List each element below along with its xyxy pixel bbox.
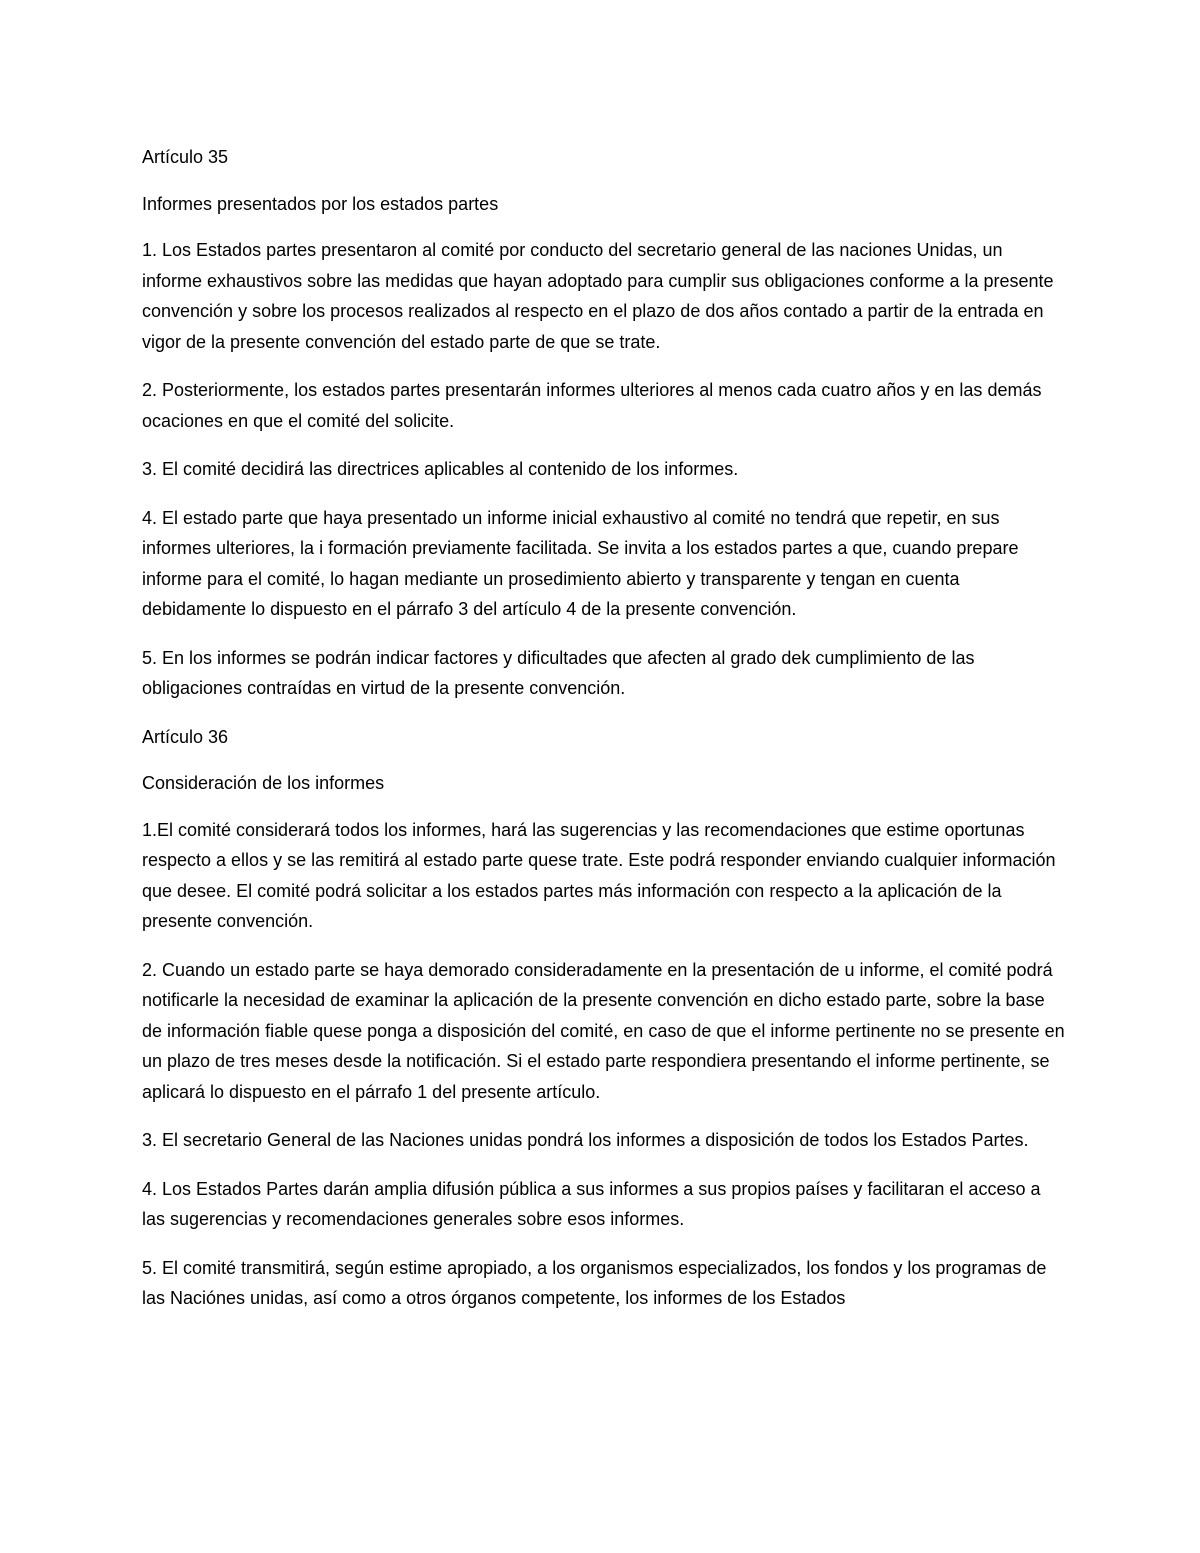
article-35-title: Artículo 35 bbox=[142, 147, 229, 167]
article-36-paragraph-4: 4. Los Estados Partes darán amplia difusión pública a sus informes a sus propios países y facilitaran el acceso a las sugerencias y recomendaciones generales sobre esos informes. bbox=[142, 1178, 1041, 1229]
article-35-paragraph-3: 3. El comité decidirá las directrices aplicables al contenido de los informes. bbox=[142, 459, 739, 479]
article-36-paragraph-2: 2. Cuando un estado parte se haya demorado consideradamente en la presentación de u informe, el comité podrá notificarle la necesidad de examinar la aplicación de la presente convención en dicho estado parte, sobre la base de información fiable quese ponga a disposición del comité, en caso de que el informe pertinente no se presente en un plazo de tres meses desde la notificación. Si el estado parte respondiera presentando el informe pertinente, se aplicará lo dispuesto en el párrafo 1 del presente artículo. bbox=[142, 959, 1065, 1102]
article-36-subtitle: Consideración de los informes bbox=[142, 773, 385, 793]
article-36-paragraph-1: 1.El comité considerará todos los informes, hará las sugerencias y las recomendaciones que estime oportunas respecto a ellos y se las remitirá al estado parte quese trate. Este podrá responder enviando cualquier información que desee. El comité podrá solicitar a los estados partes más información con respecto a la aplicación de la presente convención. bbox=[142, 819, 1056, 931]
article-36-title: Artículo 36 bbox=[142, 726, 229, 747]
article-35-subtitle: Informes presentados por los estados partes bbox=[142, 193, 499, 214]
article-35-paragraph-4: 4. El estado parte que haya presentado un informe inicial exhaustivo al comité no tendrá que repetir, en sus informes ulteriores, la i formación previamente facilitada. Se invita a los estados partes a que, cuando prepare informe para el comité, lo hagan mediante un prosedimiento abierto y transparente y tengan en cuenta debidamente lo dispuesto en el párrafo 3 del artículo 4 de la presente convención. bbox=[142, 507, 1019, 619]
article-35-paragraph-2: 2. Posteriormente, los estados partes presentarán informes ulteriores al menos cada cuatro años y en las demás ocaciones en que el comité del solicite. bbox=[142, 380, 1042, 431]
article-35-paragraph-5: 5. En los informes se podrán indicar factores y dificultades que afecten al grado dek cumplimiento de las obligaciones contraídas en virtud de la presente convención. bbox=[142, 647, 975, 698]
article-35-paragraph-1: 1. Los Estados partes presentaron al comité por conducto del secretario general de las naciones Unidas, un informe exhaustivos sobre las medidas que hayan adoptado para cumplir sus obligaciones conforme a la presente convención y sobre los procesos realizados al respecto en el plazo de dos años contado a partir de la entrada en vigor de la presente convención del estado parte de que se trate. bbox=[142, 240, 1054, 352]
article-36-paragraph-3: 3. El secretario General de las Naciones unidas pondrá los informes a disposición de todos los Estados Partes. bbox=[142, 1130, 1029, 1150]
document-page bbox=[142, 142, 1067, 1332]
article-36-paragraph-5: 5. El comité transmitirá, según estime apropiado, a los organismos especializados, los fondos y los programas de las Naciónes unidas, así como a otros órganos competente, los informes de los Estados bbox=[142, 1257, 1047, 1308]
